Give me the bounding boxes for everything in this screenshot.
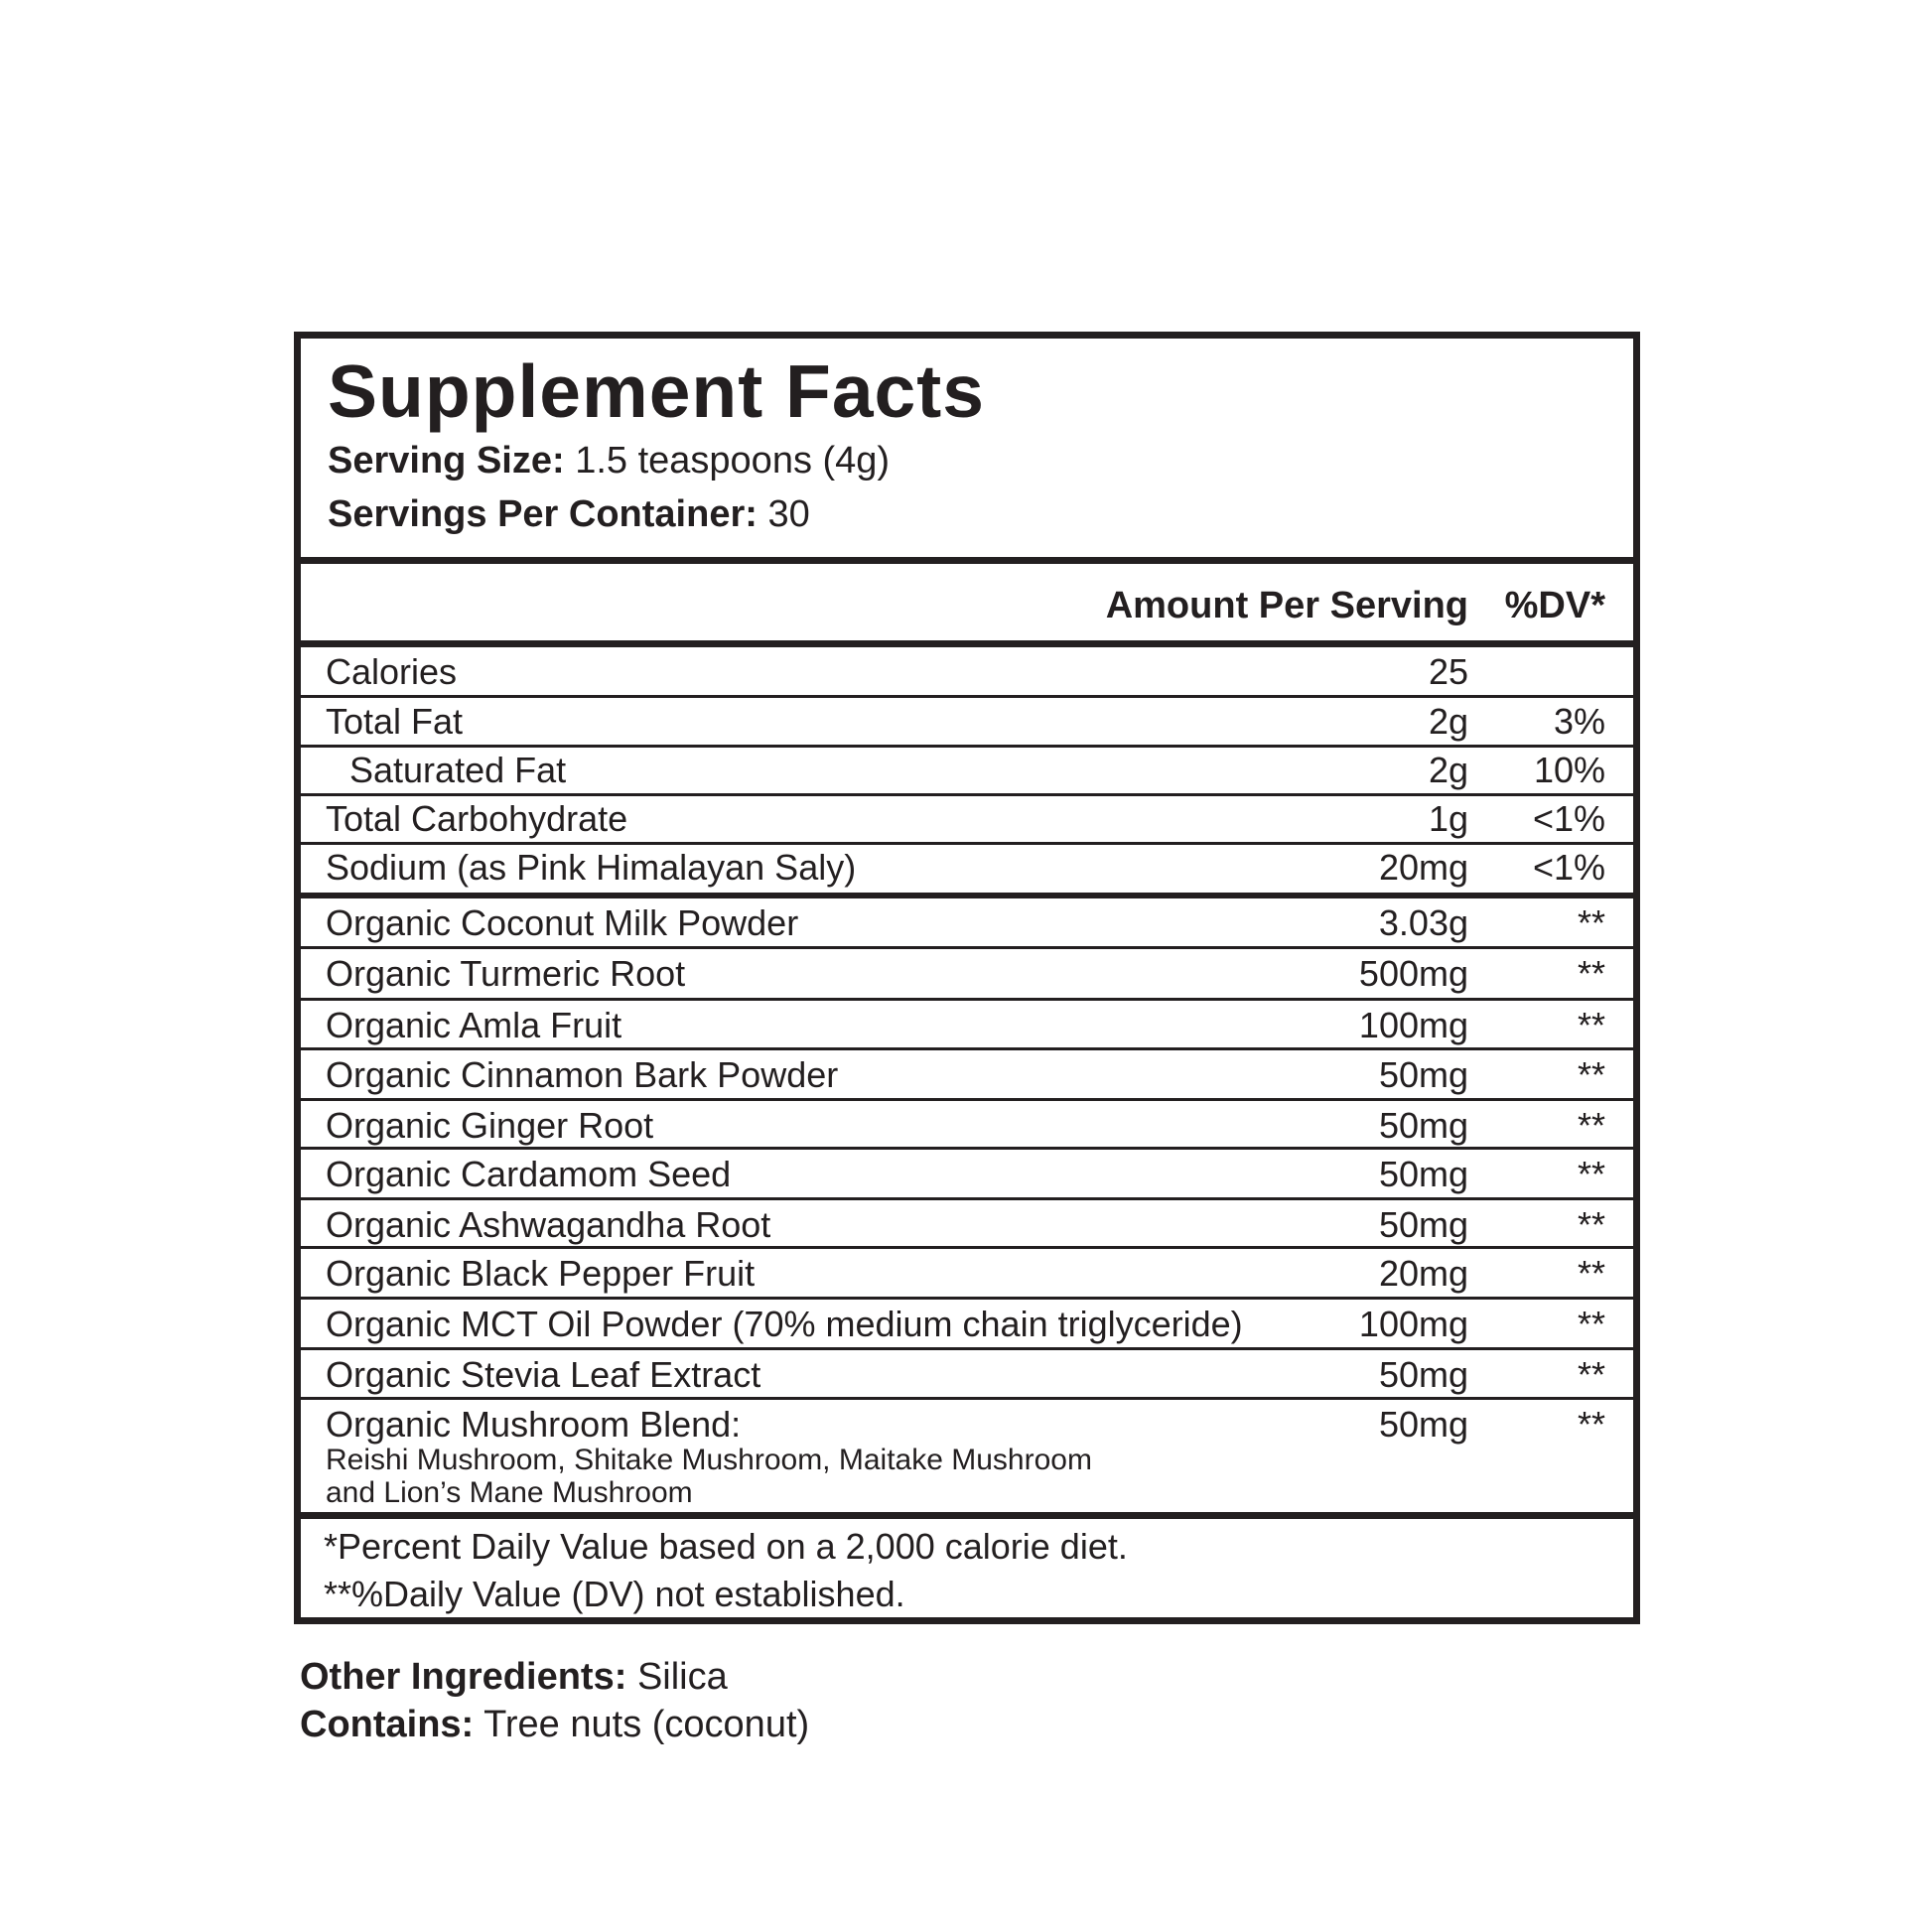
ingredient-row (301, 1001, 1633, 1050)
amount-per-serving-header: Amount Per Serving (1105, 585, 1468, 626)
ingredient-amount: 20mg (1378, 1253, 1468, 1294)
contains-value: Tree nuts (coconut) (483, 1704, 810, 1745)
ingredient-dv: ** (1577, 1354, 1605, 1395)
supplement-facts-panel (294, 332, 1640, 1624)
ingredient-name: Organic MCT Oil Powder (70% medium chain triglyceride) (326, 1304, 1243, 1344)
nutrient-name: Calories (326, 651, 458, 692)
ingredient-dv: ** (1577, 1304, 1605, 1344)
ingredient-row (301, 1350, 1633, 1400)
nutrient-amount: 1g (1428, 798, 1468, 839)
other-ingredients-value: Silica (636, 1656, 728, 1698)
ingredient-dv: ** (1577, 1204, 1605, 1245)
ingredient-dv: ** (1577, 1154, 1605, 1194)
ingredient-name: Organic Ginger Root (326, 1105, 654, 1146)
ingredient-amount: 50mg (1378, 1154, 1468, 1194)
ingredient-amount: 50mg (1378, 1204, 1468, 1245)
nutrient-row (301, 746, 1633, 795)
nutrient-row (301, 843, 1633, 893)
ingredient-dv: ** (1577, 953, 1605, 994)
nutrient-dv: <1% (1532, 798, 1605, 839)
ingredient-row (301, 1300, 1633, 1349)
ingredient-row (301, 1150, 1633, 1199)
ingredient-name: Organic Cardamom Seed (326, 1154, 732, 1194)
ingredient-row (301, 1200, 1633, 1250)
ingredient-dv: ** (1577, 1054, 1605, 1095)
nutrient-amount: 25 (1428, 651, 1468, 692)
ingredient-amount: 50mg (1378, 1354, 1468, 1395)
ingredient-dv: ** (1577, 1005, 1605, 1045)
servings-per-container (328, 493, 810, 536)
ingredient-name: Organic Amla Fruit (326, 1005, 622, 1045)
ingredient-dv: ** (1577, 902, 1605, 943)
ingredient-amount: 50mg (1378, 1404, 1468, 1445)
nutrient-amount: 2g (1428, 750, 1468, 790)
ingredient-amount: 50mg (1378, 1105, 1468, 1146)
nutrient-name: Sodium (as Pink Himalayan Saly) (326, 847, 857, 888)
divider-thick (301, 640, 1633, 647)
ingredient-name: Organic Ashwagandha Root (326, 1204, 771, 1245)
nutrient-amount: 20mg (1378, 847, 1468, 888)
nutrient-row (301, 647, 1633, 697)
ingredient-name: Organic Cinnamon Bark Powder (326, 1054, 839, 1095)
servings-per-container-label: Servings Per Container: (328, 493, 758, 535)
contains (300, 1704, 809, 1746)
ingredient-row (301, 1249, 1633, 1299)
nutrient-row (301, 794, 1633, 844)
divider-thick (301, 557, 1633, 564)
divider-thick (301, 1512, 1633, 1519)
ingredient-name: Organic Turmeric Root (326, 953, 686, 994)
nutrient-row (301, 697, 1633, 747)
servings-per-container-value: 30 (767, 493, 810, 535)
ingredient-name: Organic Black Pepper Fruit (326, 1253, 756, 1294)
ingredient-amount: 100mg (1358, 1005, 1468, 1045)
ingredient-name: Organic Stevia Leaf Extract (326, 1354, 761, 1395)
ingredient-name: Organic Mushroom Blend: (326, 1404, 742, 1445)
serving-size (328, 440, 890, 483)
nutrient-dv: 3% (1553, 701, 1605, 742)
nutrient-amount: 2g (1428, 701, 1468, 742)
ingredient-row (301, 1400, 1633, 1449)
ingredient-amount: 500mg (1358, 953, 1468, 994)
ingredient-dv: ** (1577, 1404, 1605, 1445)
ingredient-row (301, 1101, 1633, 1151)
ingredient-dv: ** (1577, 1253, 1605, 1294)
nutrient-name: Total Fat (326, 701, 464, 742)
ingredient-row (301, 949, 1633, 999)
ingredient-row (301, 898, 1633, 948)
other-ingredients-label: Other Ingredients: (300, 1656, 627, 1698)
footnote-dv: *Percent Daily Value based on a 2,000 calorie diet. (324, 1526, 1128, 1567)
ingredient-amount: 100mg (1358, 1304, 1468, 1344)
ingredient-amount: 50mg (1378, 1054, 1468, 1095)
other-ingredients (300, 1656, 728, 1699)
panel-title: Supplement Facts (328, 349, 985, 433)
serving-size-label: Serving Size: (328, 440, 565, 482)
nutrient-name: Saturated Fat (349, 750, 567, 790)
nutrient-dv: <1% (1532, 847, 1605, 888)
footnote-not-established: **%Daily Value (DV) not established. (324, 1574, 905, 1614)
ingredient-name: Organic Coconut Milk Powder (326, 902, 799, 943)
contains-label: Contains: (300, 1704, 475, 1745)
nutrient-name: Total Carbohydrate (326, 798, 628, 839)
ingredient-amount: 3.03g (1378, 902, 1468, 943)
ingredient-row (301, 1050, 1633, 1100)
nutrient-dv: 10% (1533, 750, 1605, 790)
dv-header: %DV* (1504, 585, 1605, 626)
mushroom-blend-detail: and Lion’s Mane Mushroom (326, 1476, 693, 1509)
serving-size-value: 1.5 teaspoons (4g) (575, 440, 891, 482)
ingredient-dv: ** (1577, 1105, 1605, 1146)
mushroom-blend-detail: Reishi Mushroom, Shitake Mushroom, Maitake Mushroom (326, 1444, 1092, 1476)
